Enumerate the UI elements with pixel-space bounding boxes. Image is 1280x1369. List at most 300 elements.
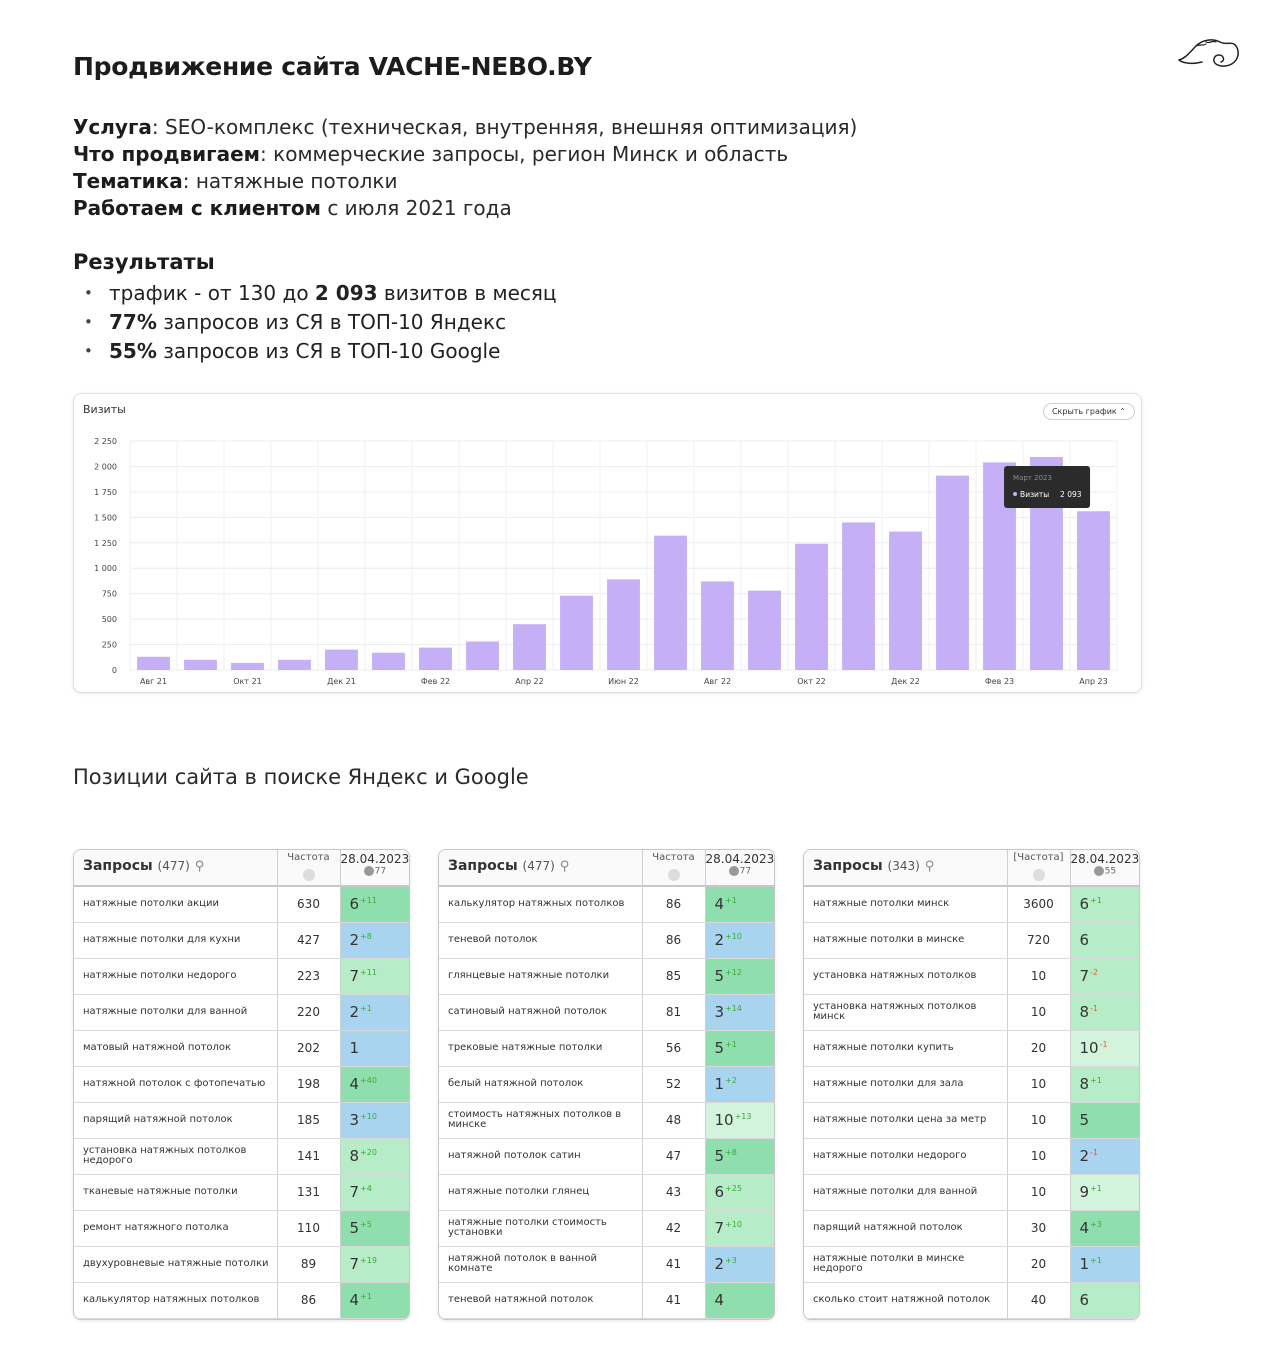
position-cell (340, 1282, 409, 1318)
info-separator: : (151, 115, 166, 139)
result-highlight: 55% (109, 339, 157, 363)
search-icon[interactable]: ⚲ (924, 859, 935, 874)
bar (184, 660, 217, 670)
table-row (74, 1246, 409, 1282)
position-delta: +11 (360, 968, 377, 977)
frequency-cell: 85 (642, 958, 705, 994)
position-cell (340, 1102, 409, 1138)
table-row (74, 886, 409, 922)
table-row (439, 1282, 774, 1318)
position-delta: +1 (725, 1040, 737, 1049)
position-cell (340, 1066, 409, 1102)
query-cell: натяжной потолок с фотопечатью (74, 1066, 277, 1102)
query-cell: ремонт натяжного потолка (74, 1210, 277, 1246)
position-cell (340, 1174, 409, 1210)
table-row (74, 1174, 409, 1210)
position-delta: +3 (725, 1256, 737, 1265)
y-tick-label: 2 000 (94, 462, 117, 472)
date-header-sub-value: 77 (374, 866, 387, 877)
y-tick-label: 1 750 (94, 487, 117, 497)
bar (936, 476, 969, 670)
frequency-cell: 43 (642, 1174, 705, 1210)
frequency-header (277, 850, 340, 886)
globe-icon (668, 869, 680, 881)
info-text: коммерческие запросы, регион Минск и область (273, 142, 789, 166)
position-value: 1 (1079, 1255, 1090, 1273)
date-header-sub-value: 77 (739, 866, 752, 877)
table-row (74, 1138, 409, 1174)
tooltip-date: Март 2023 (1013, 474, 1052, 482)
frequency-cell: 3600 (1007, 886, 1070, 922)
position-value: 10 (1079, 1039, 1099, 1057)
result-item (84, 279, 557, 308)
position-value: 6 (349, 895, 360, 914)
position-delta: +3 (1090, 1220, 1102, 1229)
table-row (439, 1066, 774, 1102)
query-cell: натяжные потолки минск (804, 886, 1007, 922)
frequency-header-label: [Частота] (1013, 852, 1064, 863)
date-header-sub (1071, 866, 1140, 877)
position-cell (705, 1102, 774, 1138)
frequency-cell: 131 (277, 1174, 340, 1210)
position-cell (705, 1210, 774, 1246)
result-highlight: 77% (109, 310, 157, 334)
position-cell (705, 1030, 774, 1066)
position-value: 8 (1079, 1075, 1090, 1093)
query-cell: матовый натяжной потолок (74, 1030, 277, 1066)
queries-header (74, 850, 277, 886)
query-cell: натяжной потолок сатин (439, 1138, 642, 1174)
position-value: 2 (714, 931, 725, 949)
page-title: Продвижение сайта VACHE-NEBO.BY (73, 52, 592, 81)
position-value: 9 (1079, 1183, 1090, 1201)
query-cell: натяжной потолок в ванной комнате (439, 1246, 642, 1282)
query-cell: теневой потолок (439, 922, 642, 958)
query-cell: натяжные потолки для кухни (74, 922, 277, 958)
position-value: 8 (349, 1147, 360, 1165)
frequency-cell: 86 (642, 922, 705, 958)
position-cell (705, 1174, 774, 1210)
table-row (804, 994, 1139, 1030)
table-row (439, 1174, 774, 1210)
table-row (439, 1030, 774, 1066)
result-text: запросов из СЯ в ТОП-10 Google (156, 339, 501, 363)
date-header-sub-value: 55 (1104, 866, 1117, 877)
position-value: 5 (1079, 1111, 1090, 1129)
project-info (73, 114, 857, 222)
frequency-cell: 20 (1007, 1246, 1070, 1282)
frequency-cell: 198 (277, 1066, 340, 1102)
position-delta: +25 (725, 1184, 742, 1193)
query-cell: натяжные потолки цена за метр (804, 1102, 1007, 1138)
position-delta: +10 (725, 932, 742, 941)
y-tick-label: 250 (101, 640, 117, 650)
chart-title: Визиты (83, 403, 126, 416)
result-text: запросов из СЯ в ТОП-10 Яндекс (156, 310, 507, 334)
info-label: Тематика (73, 169, 183, 193)
bar (748, 591, 781, 670)
tooltip-value: 2 093 (1060, 490, 1082, 499)
frequency-cell: 48 (642, 1102, 705, 1138)
top-percent-icon (364, 866, 374, 876)
tooltip-series: Визиты (1020, 490, 1050, 499)
info-row-promote (73, 141, 857, 168)
bar (231, 663, 264, 670)
frequency-cell: 40 (1007, 1282, 1070, 1318)
position-value: 7 (349, 1183, 360, 1201)
date-header-label: 28.04.2023 (705, 852, 775, 866)
frequency-cell: 56 (642, 1030, 705, 1066)
date-header (705, 850, 774, 886)
date-header (340, 850, 409, 886)
position-value: 4 (714, 1291, 725, 1309)
position-delta: +10 (360, 1112, 377, 1121)
x-tick-label: Апр 22 (515, 677, 544, 686)
position-value: 4 (714, 895, 725, 914)
frequency-cell: 10 (1007, 958, 1070, 994)
bar (795, 544, 828, 670)
x-tick-label: Дек 21 (327, 677, 356, 686)
position-delta: +1 (1090, 896, 1102, 906)
position-value: 1 (714, 1075, 725, 1093)
position-value: 5 (714, 967, 725, 985)
position-cell (705, 1066, 774, 1102)
query-cell: натяжные потолки купить (804, 1030, 1007, 1066)
position-delta: -1 (1090, 1148, 1099, 1157)
table-row (439, 958, 774, 994)
table-row (804, 1138, 1139, 1174)
x-tick-label: Фев 23 (984, 677, 1015, 686)
position-value: 4 (349, 1291, 360, 1309)
position-cell (705, 958, 774, 994)
query-cell: стоимость натяжных потолков в минске (439, 1102, 642, 1138)
table-row (804, 1030, 1139, 1066)
y-tick-label: 1 000 (94, 564, 117, 574)
bar (372, 653, 405, 670)
query-cell: установка натяжных потолков (804, 958, 1007, 994)
table-row (804, 922, 1139, 958)
position-value: 6 (1079, 1291, 1090, 1309)
frequency-cell: 86 (277, 1282, 340, 1318)
query-cell: натяжные потолки глянец (439, 1174, 642, 1210)
position-cell (340, 1246, 409, 1282)
top-percent-icon (1094, 866, 1104, 876)
position-cell (1070, 1246, 1139, 1282)
position-delta: +19 (360, 1256, 377, 1265)
table-row (74, 958, 409, 994)
info-text: натяжные потолки (195, 169, 398, 193)
x-tick-label: Апр 23 (1079, 677, 1108, 686)
position-delta: -1 (1099, 1040, 1108, 1049)
table-row (74, 1282, 409, 1318)
info-label: Что продвигаем (73, 142, 261, 166)
position-cell (1070, 1030, 1139, 1066)
frequency-header (642, 850, 705, 886)
info-row-topic (73, 168, 857, 195)
frequency-cell: 30 (1007, 1210, 1070, 1246)
tooltip-box (1004, 466, 1090, 508)
hide-chart-label: Скрыть график (1051, 407, 1117, 416)
position-cell (1070, 886, 1139, 922)
x-tick-label: Окт 21 (233, 677, 262, 686)
query-cell: парящий натяжной потолок (74, 1102, 277, 1138)
position-delta: +14 (725, 1004, 742, 1013)
logo-icon (1176, 34, 1242, 72)
position-cell (705, 1282, 774, 1318)
frequency-cell: 10 (1007, 1138, 1070, 1174)
table-row (439, 1138, 774, 1174)
table-row (804, 958, 1139, 994)
query-cell: натяжные потолки для зала (804, 1066, 1007, 1102)
table-row (804, 1066, 1139, 1102)
info-row-since (73, 195, 857, 222)
frequency-header-label: Частота (652, 852, 695, 863)
query-cell: натяжные потолки в минске (804, 922, 1007, 958)
position-delta: +4 (360, 1184, 372, 1193)
queries-count: (477) (522, 859, 555, 873)
queries-count: (343) (887, 859, 920, 873)
y-tick-label: 2 250 (94, 437, 117, 446)
frequency-cell: 10 (1007, 1174, 1070, 1210)
table-row (439, 994, 774, 1030)
table-row (439, 1102, 774, 1138)
position-value: 4 (1079, 1219, 1090, 1237)
search-icon[interactable]: ⚲ (194, 859, 205, 874)
query-cell: установка натяжных потолков недорого (74, 1138, 277, 1174)
frequency-cell: 720 (1007, 922, 1070, 958)
position-value: 5 (714, 1039, 725, 1057)
frequency-cell: 20 (1007, 1030, 1070, 1066)
query-cell: парящий натяжной потолок (804, 1210, 1007, 1246)
query-cell: тканевые натяжные потолки (74, 1174, 277, 1210)
info-row-service (73, 114, 857, 141)
queries-header-label: Запросы (813, 858, 883, 874)
position-value: 5 (349, 1219, 360, 1237)
position-value: 7 (1079, 967, 1090, 985)
positions-table-google (803, 849, 1140, 1320)
query-cell: натяжные потолки в минске недорого (804, 1246, 1007, 1282)
positions-table-yandex-2 (438, 849, 775, 1320)
position-value: 10 (714, 1111, 734, 1129)
table-row (804, 1282, 1139, 1318)
position-delta: +8 (725, 1148, 737, 1157)
query-cell: натяжные потолки для ванной (804, 1174, 1007, 1210)
position-cell (1070, 994, 1139, 1030)
bar (607, 579, 640, 670)
bar (1077, 511, 1110, 670)
bar (419, 648, 452, 670)
positions-title: Позиции сайта в поиске Яндекс и Google (73, 765, 529, 789)
position-cell (705, 886, 774, 922)
queries-count: (477) (157, 859, 190, 873)
query-cell: калькулятор натяжных потолков (439, 886, 642, 922)
frequency-cell: 41 (642, 1282, 705, 1318)
result-text: визитов в месяц (377, 281, 557, 305)
position-cell (1070, 1174, 1139, 1210)
frequency-cell: 52 (642, 1066, 705, 1102)
bar (654, 536, 687, 670)
date-header-label: 28.04.2023 (340, 852, 410, 866)
bar (560, 596, 593, 670)
query-cell: теневой натяжной потолок (439, 1282, 642, 1318)
query-cell: двухуровневые натяжные потолки (74, 1246, 277, 1282)
position-value: 3 (349, 1111, 360, 1129)
position-cell (705, 994, 774, 1030)
y-tick-label: 750 (101, 589, 117, 599)
positions-table-yandex-1 (73, 849, 410, 1320)
frequency-cell: 202 (277, 1030, 340, 1066)
query-cell: натяжные потолки стоимость установки (439, 1210, 642, 1246)
table-row (804, 1246, 1139, 1282)
visits-chart (74, 394, 1143, 694)
position-cell (1070, 1138, 1139, 1174)
frequency-header (1007, 850, 1070, 886)
frequency-cell: 185 (277, 1102, 340, 1138)
bar (325, 650, 358, 670)
frequency-cell: 630 (277, 886, 340, 922)
position-value: 7 (349, 967, 360, 985)
position-cell (1070, 1066, 1139, 1102)
bar (842, 522, 875, 670)
table-row (74, 1102, 409, 1138)
table-row (74, 994, 409, 1030)
date-header-sub (341, 866, 410, 877)
position-cell (340, 886, 409, 922)
x-tick-label: Авг 22 (703, 677, 732, 686)
info-text: с июля 2021 года (327, 196, 512, 220)
position-cell (1070, 1102, 1139, 1138)
position-value: 6 (1079, 895, 1090, 914)
query-cell: глянцевые натяжные потолки (439, 958, 642, 994)
x-tick-label: Окт 22 (797, 677, 826, 686)
frequency-cell: 42 (642, 1210, 705, 1246)
position-cell (340, 1138, 409, 1174)
table-row (74, 922, 409, 958)
frequency-cell: 427 (277, 922, 340, 958)
position-value: 6 (1079, 931, 1090, 949)
query-cell: сатиновый натяжной потолок (439, 994, 642, 1030)
result-highlight: 2 093 (314, 281, 378, 305)
position-value: 2 (349, 1003, 360, 1021)
position-cell (1070, 1210, 1139, 1246)
search-icon[interactable]: ⚲ (559, 859, 570, 874)
globe-icon (303, 869, 315, 881)
tooltip-marker (1013, 492, 1017, 496)
frequency-cell: 223 (277, 958, 340, 994)
query-cell: натяжные потолки для ванной (74, 994, 277, 1030)
y-tick-label: 500 (101, 615, 117, 625)
table-row (439, 922, 774, 958)
chevron-up-icon: ⌃ (1119, 407, 1126, 416)
position-delta: +20 (360, 1148, 377, 1157)
frequency-cell: 220 (277, 994, 340, 1030)
date-header-sub (706, 866, 775, 877)
bar (513, 624, 546, 670)
position-delta: +1 (1090, 1256, 1102, 1265)
position-delta: +12 (725, 968, 742, 977)
position-delta: -1 (1090, 1004, 1099, 1013)
date-header-label: 28.04.2023 (1070, 852, 1140, 866)
position-delta: +8 (360, 932, 372, 941)
bar (137, 657, 170, 670)
query-cell: калькулятор натяжных потолков (74, 1282, 277, 1318)
position-value: 3 (714, 1003, 725, 1021)
globe-icon (1033, 869, 1045, 881)
position-cell (340, 1030, 409, 1066)
position-value: 2 (1079, 1147, 1090, 1165)
info-text: SEO-комплекс (техническая, внутренняя, внешняя оптимизация) (165, 115, 858, 139)
position-cell (705, 1246, 774, 1282)
y-tick-label: 1 500 (94, 513, 117, 523)
query-cell: сколько стоит натяжной потолок (804, 1282, 1007, 1318)
position-delta: -2 (1090, 968, 1099, 977)
query-cell: натяжные потолки недорого (74, 958, 277, 994)
position-delta: +1 (725, 896, 737, 906)
hide-chart-button[interactable] (1043, 403, 1135, 420)
bar (701, 581, 734, 670)
position-delta: +11 (360, 896, 377, 906)
position-delta: +1 (360, 1292, 372, 1301)
x-tick-label: Фев 22 (420, 677, 451, 686)
queries-header-label: Запросы (83, 858, 153, 874)
frequency-cell: 86 (642, 886, 705, 922)
table-row (74, 1210, 409, 1246)
results-title: Результаты (73, 250, 215, 274)
position-cell (1070, 1282, 1139, 1318)
query-cell: белый натяжной потолок (439, 1066, 642, 1102)
x-tick-label: Авг 21 (139, 677, 168, 686)
position-value: 6 (714, 1183, 725, 1201)
position-delta: +1 (1090, 1076, 1102, 1085)
table-row (439, 1210, 774, 1246)
position-delta: +5 (360, 1220, 372, 1229)
frequency-header-label: Частота (287, 852, 330, 863)
position-delta: +40 (360, 1076, 377, 1085)
query-cell: натяжные потолки недорого (804, 1138, 1007, 1174)
queries-header-label: Запросы (448, 858, 518, 874)
bar (466, 642, 499, 670)
frequency-cell: 89 (277, 1246, 340, 1282)
frequency-cell: 10 (1007, 994, 1070, 1030)
position-delta: +1 (1090, 1184, 1102, 1193)
position-delta: +10 (725, 1220, 742, 1229)
position-value: 1 (349, 1039, 360, 1057)
position-value: 2 (714, 1255, 725, 1273)
y-tick-label: 1 250 (94, 538, 117, 548)
table-row (439, 1246, 774, 1282)
table-row (804, 1210, 1139, 1246)
position-delta: +1 (360, 1004, 372, 1013)
frequency-cell: 110 (277, 1210, 340, 1246)
position-cell (705, 922, 774, 958)
position-cell (340, 1210, 409, 1246)
info-label: Работаем с клиентом (73, 196, 321, 220)
y-tick-label: 0 (111, 666, 117, 675)
frequency-cell: 10 (1007, 1066, 1070, 1102)
bar (889, 532, 922, 670)
result-item (84, 308, 557, 337)
visits-chart-card (73, 393, 1142, 693)
info-separator: : (182, 169, 196, 193)
position-delta: +13 (734, 1112, 752, 1121)
position-value: 8 (1079, 1003, 1090, 1021)
frequency-cell: 47 (642, 1138, 705, 1174)
info-label: Услуга (73, 115, 152, 139)
position-value: 5 (714, 1147, 725, 1165)
position-cell (340, 958, 409, 994)
frequency-cell: 41 (642, 1246, 705, 1282)
table-row (439, 886, 774, 922)
